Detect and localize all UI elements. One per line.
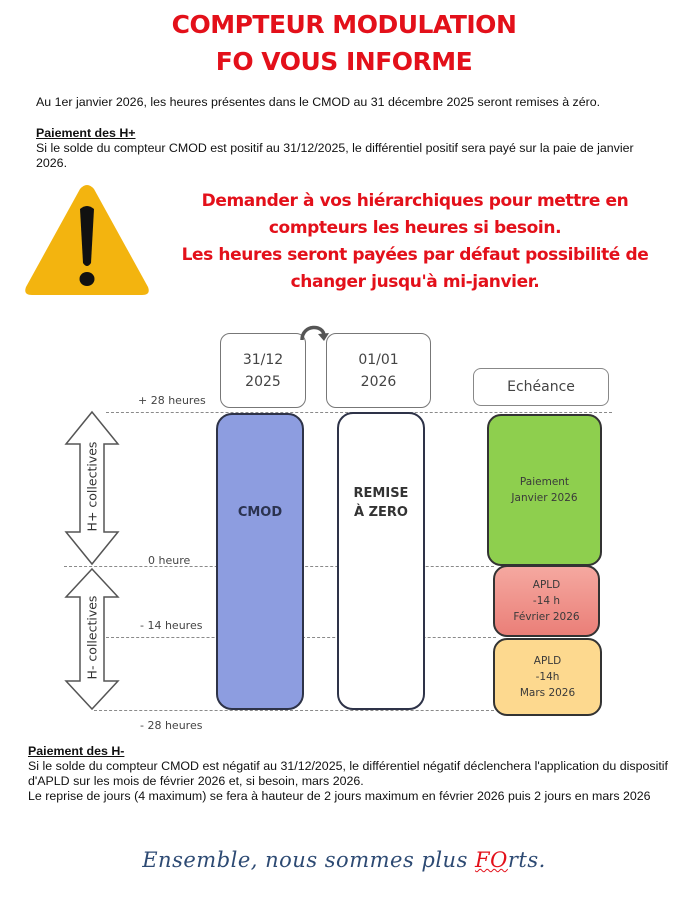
warning-line4: changer jusqu'à mi-janvier.	[290, 272, 540, 292]
cmod-label: CMOD	[237, 505, 283, 520]
slogan-start: Ensemble, nous sommes plus	[142, 848, 476, 872]
apld-mar-label: APLD	[533, 655, 562, 667]
date-before-year: 2025	[245, 373, 281, 390]
hplus-text: Si le solde du compteur CMOD est positif au 31/12/2025, le différentiel positif sera payé sur la paie de janvier 2026.	[36, 141, 634, 170]
apld-feb-hours: -14 h	[532, 595, 561, 607]
level-line-minus28	[94, 710, 494, 711]
paiement-label: Paiement	[519, 476, 570, 488]
date-after-day: 01/01	[358, 351, 399, 368]
hminus-collectives-label: H- collectives	[84, 595, 100, 680]
warning-line1: Demander à vos hiérarchiques pour mettre en	[201, 191, 629, 211]
apld-feb-month: Février 2026	[513, 611, 580, 623]
echeance-apld-fevrier	[493, 565, 600, 637]
level-label-minus28: - 28 heures	[140, 719, 203, 732]
warning-line3: Les heures seront payées par défaut possibilité de	[181, 245, 649, 265]
footer-slogan	[0, 848, 688, 872]
date-box-2025	[220, 333, 306, 408]
page-title-line1: COMPTEUR MODULATION	[171, 10, 517, 39]
warning-notice	[160, 188, 670, 296]
echeance-header: Echéance	[473, 368, 609, 406]
remise-a-zero-column	[337, 412, 425, 710]
echeance-paiement-janvier	[487, 414, 602, 566]
date-box-2026	[326, 333, 431, 408]
warning-triangle-icon	[22, 183, 152, 298]
date-before-day: 31/12	[242, 351, 284, 368]
level-label-minus14: - 14 heures	[140, 619, 203, 632]
page-title-line2: FO VOUS INFORME	[215, 47, 473, 76]
hminus-text1: Si le solde du compteur CMOD est négatif au 31/12/2025, le différentiel négatif déclenchera l'application du dispositif d'APLD sur les mois de février 2026 et, si besoin, mars 2026.	[28, 759, 668, 788]
curved-transition-arrow-icon	[296, 320, 332, 342]
level-label-plus28: + 28 heures	[138, 394, 206, 407]
hplus-heading: Paiement des H+	[36, 126, 136, 140]
level-label-zero: 0 heure	[148, 554, 191, 567]
slogan-fo: FO	[475, 848, 508, 872]
hminus-heading: Paiement des H-	[28, 744, 125, 758]
paiement-month: Janvier 2026	[511, 492, 578, 504]
hplus-collectives-label: H+ collectives	[84, 441, 100, 532]
intro-paragraph: Au 1er janvier 2026, les heures présentes dans le CMOD au 31 décembre 2025 seront remises à zéro.	[36, 95, 601, 109]
apld-mar-hours: -14h	[535, 671, 560, 683]
slogan-end: rts.	[507, 848, 546, 872]
remise-label-line1: REMISE	[353, 486, 409, 501]
cmod-column	[216, 413, 304, 710]
apld-mar-month: Mars 2026	[519, 687, 576, 699]
date-after-year: 2026	[360, 373, 397, 390]
hminus-text2: Le reprise de jours (4 maximum) se fera à hauteur de 2 jours maximum en février 2026 puis 2 jours en mars 2026	[28, 789, 651, 803]
apld-feb-label: APLD	[532, 579, 561, 591]
hminus-section	[28, 744, 668, 804]
remise-label-line2: À ZERO	[354, 505, 408, 520]
echeance-apld-mars	[493, 638, 602, 716]
hplus-section	[36, 126, 666, 171]
warning-line2: compteurs les heures si besoin.	[268, 218, 562, 238]
